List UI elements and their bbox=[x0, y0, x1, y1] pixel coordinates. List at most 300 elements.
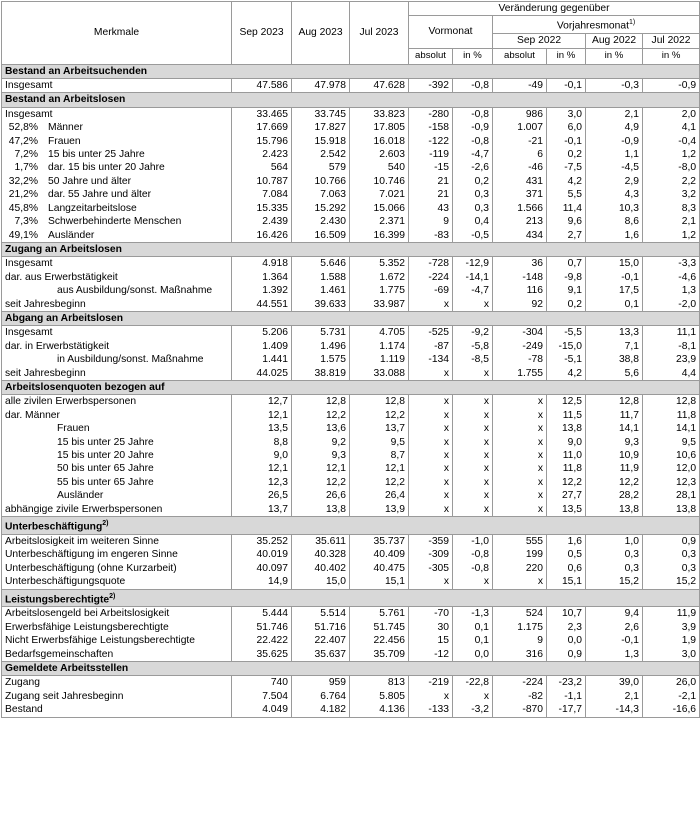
value-cell: 26,4 bbox=[350, 489, 409, 502]
table-row bbox=[2, 690, 700, 703]
row-label: Arbeitslosengeld bei Arbeitslosigkeit bbox=[5, 608, 170, 620]
value-cell: 0,3 bbox=[643, 562, 700, 575]
value-cell: 26,0 bbox=[643, 676, 700, 690]
row-label-cell bbox=[2, 548, 232, 561]
row-label-cell bbox=[2, 107, 232, 121]
value-cell: 12,1 bbox=[350, 462, 409, 475]
row-label: Insgesamt bbox=[5, 258, 53, 270]
row-label: Nicht Erwerbsfähige Leistungsberechtigte bbox=[5, 635, 196, 647]
value-cell: -728 bbox=[409, 257, 453, 271]
section-title bbox=[2, 380, 700, 394]
header-veraenderung: Veränderung gegenüber bbox=[409, 2, 700, 16]
value-cell: 12,5 bbox=[547, 395, 586, 409]
value-cell: 1,3 bbox=[586, 648, 643, 662]
row-label: Ausländer bbox=[57, 490, 104, 502]
value-cell: 11,1 bbox=[643, 326, 700, 340]
row-label: Zugang bbox=[5, 677, 40, 689]
value-cell: 0,1 bbox=[453, 621, 493, 634]
value-cell: x bbox=[453, 298, 493, 312]
value-cell: -83 bbox=[409, 229, 453, 243]
value-cell: 5.206 bbox=[232, 326, 292, 340]
section-header-row bbox=[2, 242, 700, 256]
row-label: seit Jahresbeginn bbox=[5, 298, 86, 310]
value-cell: -8,0 bbox=[643, 161, 700, 174]
row-label-cell bbox=[2, 648, 232, 662]
section-title-text: Bestand an Arbeitsuchenden bbox=[5, 65, 148, 77]
table-row bbox=[2, 284, 700, 297]
value-cell: 10,7 bbox=[547, 607, 586, 621]
value-cell: x bbox=[453, 690, 493, 703]
value-cell: 0,3 bbox=[586, 562, 643, 575]
value-cell: 1.755 bbox=[493, 367, 547, 381]
value-cell: 1,0 bbox=[586, 534, 643, 548]
section-title-text: Zugang an Arbeitslosen bbox=[5, 243, 122, 255]
value-cell: 6.764 bbox=[292, 690, 350, 703]
table-row bbox=[2, 476, 700, 489]
value-cell: x bbox=[409, 298, 453, 312]
value-cell: 11,9 bbox=[643, 607, 700, 621]
value-cell: 12,1 bbox=[232, 462, 292, 475]
share-percent: 21,2% bbox=[8, 189, 38, 201]
row-label: 15 bis unter 25 Jahre bbox=[48, 149, 145, 161]
value-cell: 9,0 bbox=[232, 449, 292, 462]
value-cell: 1.119 bbox=[350, 353, 409, 366]
value-cell: 12,8 bbox=[292, 395, 350, 409]
value-cell: 15.918 bbox=[292, 135, 350, 148]
header-sep-2022-absolut: absolut bbox=[493, 48, 547, 64]
value-cell: 13,9 bbox=[350, 503, 409, 517]
value-cell: 1,9 bbox=[643, 634, 700, 647]
value-cell: 1.392 bbox=[232, 284, 292, 297]
value-cell: 7.084 bbox=[232, 188, 292, 201]
value-cell: 0,0 bbox=[453, 648, 493, 662]
value-cell: 51.716 bbox=[292, 621, 350, 634]
row-label-cell bbox=[2, 148, 232, 161]
value-cell: -23,2 bbox=[547, 676, 586, 690]
value-cell: x bbox=[493, 476, 547, 489]
value-cell: 2.430 bbox=[292, 215, 350, 228]
row-label: Unterbeschäftigung (ohne Kurzarbeit) bbox=[5, 562, 177, 574]
value-cell: 17.827 bbox=[292, 121, 350, 134]
value-cell: x bbox=[493, 395, 547, 409]
value-cell: 33.987 bbox=[350, 298, 409, 312]
value-cell: -1,1 bbox=[547, 690, 586, 703]
value-cell: 1.775 bbox=[350, 284, 409, 297]
value-cell: 26,6 bbox=[292, 489, 350, 502]
table-row bbox=[2, 135, 700, 148]
table-row bbox=[2, 562, 700, 575]
value-cell: 434 bbox=[493, 229, 547, 243]
value-cell: 0,1 bbox=[453, 634, 493, 647]
value-cell: -17,7 bbox=[547, 703, 586, 717]
value-cell: 27,7 bbox=[547, 489, 586, 502]
value-cell: 1.575 bbox=[292, 353, 350, 366]
value-cell: 16.426 bbox=[232, 229, 292, 243]
value-cell: -224 bbox=[493, 676, 547, 690]
value-cell: 10.746 bbox=[350, 175, 409, 188]
value-cell: 12,8 bbox=[350, 395, 409, 409]
table-row bbox=[2, 395, 700, 409]
table-row bbox=[2, 634, 700, 647]
value-cell: -8,1 bbox=[643, 340, 700, 353]
value-cell: -0,8 bbox=[453, 107, 493, 121]
table-row bbox=[2, 257, 700, 271]
value-cell: 40.097 bbox=[232, 562, 292, 575]
row-label: 50 Jahre und älter bbox=[48, 175, 132, 187]
value-cell: -224 bbox=[409, 271, 453, 284]
row-label-cell bbox=[2, 229, 232, 243]
share-percent: 32,2% bbox=[8, 175, 38, 187]
row-label-cell bbox=[2, 676, 232, 690]
value-cell: 12,0 bbox=[643, 462, 700, 475]
value-cell: 579 bbox=[292, 161, 350, 174]
value-cell: -49 bbox=[493, 79, 547, 93]
header-vormonat-absolut: absolut bbox=[409, 48, 453, 64]
row-label-cell bbox=[2, 534, 232, 548]
value-cell: 1,6 bbox=[586, 229, 643, 243]
share-percent: 7,2% bbox=[14, 149, 38, 161]
value-cell: 35.252 bbox=[232, 534, 292, 548]
section-title bbox=[2, 589, 700, 607]
value-cell: 10.766 bbox=[292, 175, 350, 188]
value-cell: 35.611 bbox=[292, 534, 350, 548]
value-cell: -525 bbox=[409, 326, 453, 340]
value-cell: 30 bbox=[409, 621, 453, 634]
value-cell: x bbox=[493, 409, 547, 422]
value-cell: 33.088 bbox=[350, 367, 409, 381]
value-cell: -0,1 bbox=[586, 634, 643, 647]
value-cell: -14,1 bbox=[453, 271, 493, 284]
value-cell: -870 bbox=[493, 703, 547, 717]
header-vorjahresmonat bbox=[493, 16, 700, 34]
value-cell: 0,2 bbox=[547, 298, 586, 312]
value-cell: 21 bbox=[409, 188, 453, 201]
row-label: Insgesamt bbox=[5, 80, 53, 92]
value-cell: 4.918 bbox=[232, 257, 292, 271]
value-cell: x bbox=[409, 690, 453, 703]
value-cell: 13,8 bbox=[586, 503, 643, 517]
value-cell: -12,9 bbox=[453, 257, 493, 271]
value-cell: 12,2 bbox=[292, 476, 350, 489]
header-vorjahresmonat-label: Vorjahresmonat bbox=[556, 20, 629, 32]
value-cell: -3,3 bbox=[643, 257, 700, 271]
value-cell: -122 bbox=[409, 135, 453, 148]
value-cell: 13,8 bbox=[292, 503, 350, 517]
row-label-cell bbox=[2, 462, 232, 475]
section-header-row bbox=[2, 93, 700, 107]
value-cell: 13,5 bbox=[232, 422, 292, 435]
row-label: Insgesamt bbox=[5, 108, 53, 120]
value-cell: 13,8 bbox=[547, 422, 586, 435]
value-cell: -4,5 bbox=[586, 161, 643, 174]
header-jul-2022: Jul 2022 bbox=[643, 34, 700, 48]
value-cell: 0,0 bbox=[547, 634, 586, 647]
value-cell: x bbox=[409, 409, 453, 422]
share-percent: 1,7% bbox=[14, 162, 38, 174]
value-cell: -70 bbox=[409, 607, 453, 621]
value-cell: 8,8 bbox=[232, 436, 292, 449]
table-row bbox=[2, 188, 700, 201]
value-cell: 12,3 bbox=[232, 476, 292, 489]
statistics-table bbox=[1, 1, 700, 718]
value-cell: 17,5 bbox=[586, 284, 643, 297]
value-cell: 4.705 bbox=[350, 326, 409, 340]
value-cell: 22.407 bbox=[292, 634, 350, 647]
value-cell: 1.364 bbox=[232, 271, 292, 284]
row-label-cell bbox=[2, 188, 232, 201]
row-label: 50 bis unter 65 Jahre bbox=[57, 463, 154, 475]
value-cell: 11,5 bbox=[547, 409, 586, 422]
value-cell: -0,1 bbox=[547, 79, 586, 93]
value-cell: x bbox=[409, 462, 453, 475]
value-cell: -4,6 bbox=[643, 271, 700, 284]
value-cell: 11,4 bbox=[547, 202, 586, 215]
value-cell: -87 bbox=[409, 340, 453, 353]
row-label: seit Jahresbeginn bbox=[5, 367, 86, 379]
value-cell: -22,8 bbox=[453, 676, 493, 690]
value-cell: 5,5 bbox=[547, 188, 586, 201]
value-cell: 4,1 bbox=[643, 121, 700, 134]
row-label: dar. 55 Jahre und älter bbox=[48, 189, 152, 201]
row-label-cell bbox=[2, 79, 232, 93]
value-cell: -1,0 bbox=[453, 534, 493, 548]
value-cell: 2,1 bbox=[586, 107, 643, 121]
value-cell: 35.709 bbox=[350, 648, 409, 662]
value-cell: -392 bbox=[409, 79, 453, 93]
header-merkmale: Merkmale bbox=[2, 2, 232, 65]
value-cell: -0,9 bbox=[586, 135, 643, 148]
value-cell: 1.461 bbox=[292, 284, 350, 297]
value-cell: 0,3 bbox=[643, 548, 700, 561]
value-cell: 44.551 bbox=[232, 298, 292, 312]
value-cell: 4,9 bbox=[586, 121, 643, 134]
row-label: Frauen bbox=[57, 423, 90, 435]
row-label-cell bbox=[2, 175, 232, 188]
table-row bbox=[2, 215, 700, 228]
value-cell: -3,2 bbox=[453, 703, 493, 717]
value-cell: 540 bbox=[350, 161, 409, 174]
row-label: Unterbeschäftigung im engeren Sinne bbox=[5, 549, 178, 561]
value-cell: 2,1 bbox=[586, 690, 643, 703]
table-row bbox=[2, 121, 700, 134]
value-cell: 9,6 bbox=[547, 215, 586, 228]
row-label-cell bbox=[2, 298, 232, 312]
value-cell: 0,6 bbox=[547, 562, 586, 575]
value-cell: 12,1 bbox=[232, 409, 292, 422]
value-cell: 12,8 bbox=[643, 395, 700, 409]
value-cell: 8,7 bbox=[350, 449, 409, 462]
value-cell: 7,1 bbox=[586, 340, 643, 353]
value-cell: 15,1 bbox=[547, 575, 586, 589]
value-cell: 43 bbox=[409, 202, 453, 215]
value-cell: 2,6 bbox=[586, 621, 643, 634]
header-sep-2023: Sep 2023 bbox=[232, 2, 292, 65]
value-cell: 11,7 bbox=[586, 409, 643, 422]
value-cell: -4,7 bbox=[453, 284, 493, 297]
value-cell: 14,1 bbox=[643, 422, 700, 435]
row-label: aus Ausbildung/sonst. Maßnahme bbox=[57, 285, 213, 297]
value-cell: -359 bbox=[409, 534, 453, 548]
value-cell: 0,2 bbox=[547, 148, 586, 161]
value-cell: 9,3 bbox=[586, 436, 643, 449]
value-cell: 1.566 bbox=[493, 202, 547, 215]
value-cell: -2,1 bbox=[643, 690, 700, 703]
value-cell: 555 bbox=[493, 534, 547, 548]
value-cell: 213 bbox=[493, 215, 547, 228]
value-cell: -304 bbox=[493, 326, 547, 340]
section-title bbox=[2, 93, 700, 107]
value-cell: 36 bbox=[493, 257, 547, 271]
value-cell: 2,2 bbox=[643, 175, 700, 188]
section-header-row bbox=[2, 311, 700, 325]
value-cell: 40.402 bbox=[292, 562, 350, 575]
value-cell: 11,9 bbox=[586, 462, 643, 475]
value-cell: 15,2 bbox=[643, 575, 700, 589]
table-row bbox=[2, 449, 700, 462]
value-cell: 2,1 bbox=[643, 215, 700, 228]
row-label-cell bbox=[2, 326, 232, 340]
value-cell: 1,2 bbox=[643, 148, 700, 161]
value-cell: 9,3 bbox=[292, 449, 350, 462]
row-label: Frauen bbox=[48, 135, 81, 147]
value-cell: 12,2 bbox=[292, 409, 350, 422]
value-cell: 17.669 bbox=[232, 121, 292, 134]
value-cell: x bbox=[453, 503, 493, 517]
value-cell: 44.025 bbox=[232, 367, 292, 381]
value-cell: 51.745 bbox=[350, 621, 409, 634]
value-cell: 0,2 bbox=[453, 175, 493, 188]
value-cell: -46 bbox=[493, 161, 547, 174]
value-cell: 22.422 bbox=[232, 634, 292, 647]
section-title bbox=[2, 311, 700, 325]
value-cell: 11,0 bbox=[547, 449, 586, 462]
table-row bbox=[2, 79, 700, 93]
row-label: Arbeitslosigkeit im weiteren Sinne bbox=[5, 535, 159, 547]
value-cell: 2.603 bbox=[350, 148, 409, 161]
row-label-cell bbox=[2, 271, 232, 284]
value-cell: 0,5 bbox=[547, 548, 586, 561]
value-cell: 39,0 bbox=[586, 676, 643, 690]
value-cell: 199 bbox=[493, 548, 547, 561]
value-cell: 13,8 bbox=[643, 503, 700, 517]
value-cell: 0,1 bbox=[586, 298, 643, 312]
row-label: in Ausbildung/sonst. Maßnahme bbox=[57, 354, 204, 366]
value-cell: x bbox=[453, 422, 493, 435]
value-cell: 1,3 bbox=[643, 284, 700, 297]
value-cell: x bbox=[409, 503, 453, 517]
section-header-row bbox=[2, 589, 700, 607]
header-aug-2022-pct: in % bbox=[586, 48, 643, 64]
section-title-text: Leistungsberechtigte bbox=[5, 593, 110, 605]
row-label-cell bbox=[2, 690, 232, 703]
table-row bbox=[2, 503, 700, 517]
value-cell: x bbox=[453, 436, 493, 449]
value-cell: 47.628 bbox=[350, 79, 409, 93]
value-cell: 26,5 bbox=[232, 489, 292, 502]
row-label-cell bbox=[2, 202, 232, 215]
row-label-cell bbox=[2, 575, 232, 589]
value-cell: 5.352 bbox=[350, 257, 409, 271]
row-label: abhängige zivile Erwerbspersonen bbox=[5, 503, 163, 515]
value-cell: -9,2 bbox=[453, 326, 493, 340]
value-cell: 13,6 bbox=[292, 422, 350, 435]
value-cell: x bbox=[493, 503, 547, 517]
section-title-text: Abgang an Arbeitslosen bbox=[5, 312, 124, 324]
value-cell: 15,2 bbox=[586, 575, 643, 589]
value-cell: 4,3 bbox=[586, 188, 643, 201]
value-cell: 10,3 bbox=[586, 202, 643, 215]
value-cell: 0,3 bbox=[586, 548, 643, 561]
value-cell: -15 bbox=[409, 161, 453, 174]
value-cell: 12,1 bbox=[292, 462, 350, 475]
section-title-text: Bestand an Arbeitslosen bbox=[5, 94, 126, 106]
table-row bbox=[2, 202, 700, 215]
section-header-row bbox=[2, 661, 700, 675]
header-vormonat: Vormonat bbox=[409, 16, 493, 48]
value-cell: 5.514 bbox=[292, 607, 350, 621]
value-cell: -82 bbox=[493, 690, 547, 703]
value-cell: 2,7 bbox=[547, 229, 586, 243]
value-cell: 2,9 bbox=[586, 175, 643, 188]
value-cell: 0,9 bbox=[547, 648, 586, 662]
value-cell: 3,0 bbox=[547, 107, 586, 121]
value-cell: 15.066 bbox=[350, 202, 409, 215]
value-cell: 0,7 bbox=[547, 257, 586, 271]
value-cell: 5.761 bbox=[350, 607, 409, 621]
value-cell: 5.731 bbox=[292, 326, 350, 340]
row-label-cell bbox=[2, 436, 232, 449]
row-label: 55 bis unter 65 Jahre bbox=[57, 476, 154, 488]
footnote-marker: 1) bbox=[628, 19, 636, 27]
value-cell: 16.509 bbox=[292, 229, 350, 243]
section-header-row bbox=[2, 380, 700, 394]
table-row bbox=[2, 676, 700, 690]
value-cell: 28,1 bbox=[643, 489, 700, 502]
value-cell: 220 bbox=[493, 562, 547, 575]
value-cell: 1.441 bbox=[232, 353, 292, 366]
value-cell: 33.823 bbox=[350, 107, 409, 121]
table-row bbox=[2, 353, 700, 366]
value-cell: -2,6 bbox=[453, 161, 493, 174]
value-cell: -7,5 bbox=[547, 161, 586, 174]
value-cell: x bbox=[453, 489, 493, 502]
value-cell: -14,3 bbox=[586, 703, 643, 717]
value-cell: -5,1 bbox=[547, 353, 586, 366]
value-cell: 8,3 bbox=[643, 202, 700, 215]
row-label-cell bbox=[2, 562, 232, 575]
value-cell: x bbox=[409, 422, 453, 435]
value-cell: -0,5 bbox=[453, 229, 493, 243]
row-label-cell bbox=[2, 503, 232, 517]
value-cell: x bbox=[493, 462, 547, 475]
value-cell: 15,0 bbox=[292, 575, 350, 589]
row-label: dar. Männer bbox=[5, 409, 60, 421]
section-title bbox=[2, 64, 700, 78]
value-cell: 4.136 bbox=[350, 703, 409, 717]
value-cell: 35.637 bbox=[292, 648, 350, 662]
header-aug-2022: Aug 2022 bbox=[586, 34, 643, 48]
value-cell: 9 bbox=[409, 215, 453, 228]
row-label: Ausländer bbox=[48, 229, 95, 241]
value-cell: -16,6 bbox=[643, 703, 700, 717]
row-label-cell bbox=[2, 489, 232, 502]
value-cell: x bbox=[493, 575, 547, 589]
value-cell: 15.335 bbox=[232, 202, 292, 215]
value-cell: 2.371 bbox=[350, 215, 409, 228]
value-cell: x bbox=[409, 489, 453, 502]
value-cell: -21 bbox=[493, 135, 547, 148]
row-label: Unterbeschäftigungsquote bbox=[5, 576, 126, 588]
